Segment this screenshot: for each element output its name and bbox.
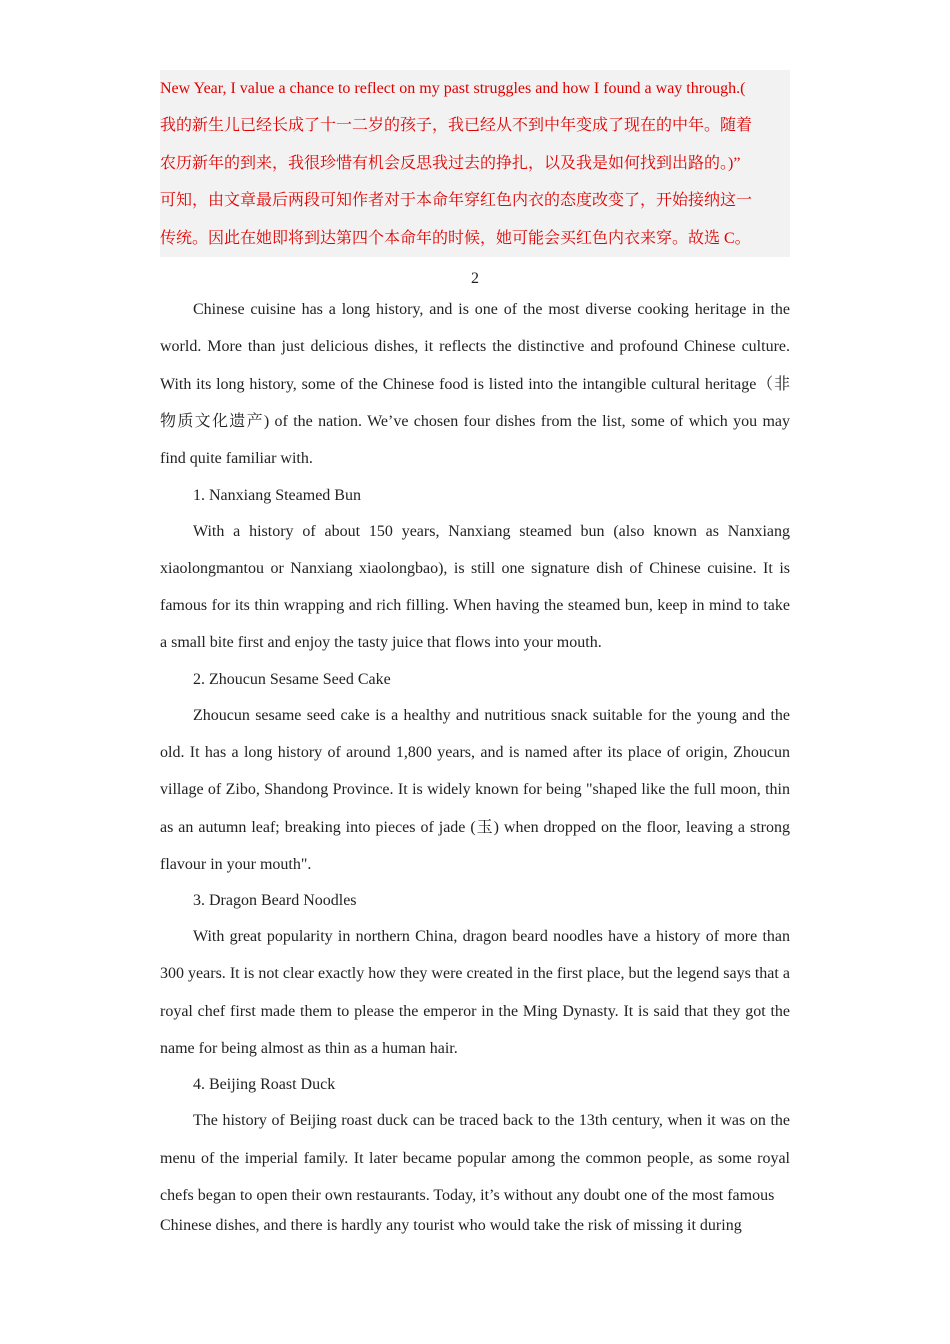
section-text-1: With a history of about 150 years, Nanxiang steamed bun (also known as Nanxiang xiaolongmantou or Nanxiang xiaolongbao), is still one signature dish of Chinese cuisine. It is famous for its thin wrapping and rich filling. When having the steamed bun, keep in mind to take a small bite first and enjoy the tasty juice that flows into your mouth. <box>160 522 790 652</box>
passage-number: 2 <box>471 270 479 288</box>
answer-line-5: 传统。因此在她即将到达第四个本命年的时候，她可能会买红色内衣来穿。故选 C。 <box>160 229 751 247</box>
answer-line-1: New Year, I value a chance to reflect on my past struggles and how I found a way through.( <box>160 80 746 97</box>
section-text-4: The history of Beijing roast duck can be traced back to the 13th century, when it was on the menu of the imperial family. It later became popular among the common people, as some royal chefs began to open their own restaurants. Today, it’s without any doubt one of the most famous <box>160 1112 790 1204</box>
answer-line-3: 农历新年的到来，我很珍惜有机会反思我过去的挣扎，以及我是如何找到出路的。)” <box>160 154 741 172</box>
answer-explanation <box>160 70 790 257</box>
answer-line-2: 我的新生儿已经长成了十一二岁的孩子，我已经从不到中年变成了现在的中年。随着 <box>160 117 753 135</box>
section-text-2: Zhoucun sesame seed cake is a healthy and nutritious snack suitable for the young and the old. It has a long history of around 1,800 years, and is named after its place of origin, Zhoucun village of Zibo, Shandong Province. It is widely known for being "shaped like the full moon, thin as an autumn leaf; breaking into pieces of jade (玉) when dropped on the floor, leaving a strong flavour in your mouth". <box>160 706 790 873</box>
document-page <box>160 70 790 1238</box>
answer-line-4: 可知，由文章最后两段可知作者对于本命年穿红色内衣的态度改变了，开始接纳这一 <box>160 192 753 210</box>
section-text-4-continuation: Chinese dishes, and there is hardly any tourist who would take the risk of missing it during <box>160 1217 742 1235</box>
section-heading-4: 4. Beijing Roast Duck <box>193 1076 336 1094</box>
section-heading-1: 1. Nanxiang Steamed Bun <box>193 486 361 504</box>
section-heading-3: 3. Dragon Beard Noodles <box>193 892 357 910</box>
section-text-3: With great popularity in northern China, dragon beard noodles have a history of more than 300 years. It is not clear exactly how they were created in the first place, but the legend says that a royal chef first made them to please the emperor in the Ming Dynasty. It is said that they got the name for being almost as thin as a human hair. <box>160 928 790 1058</box>
intro-paragraph: Chinese cuisine has a long history, and is one of the most diverse cooking heritage in the world. More than just delicious dishes, it reflects the distinctive and profound Chinese culture. With its long history, some of the Chinese food is listed into the intangible cultural heritage（非物质文化遗产) of the nation. We’ve chosen four dishes from the list, some of which you may find quite familiar with. <box>160 301 790 468</box>
section-heading-2: 2. Zhoucun Sesame Seed Cake <box>193 670 391 688</box>
